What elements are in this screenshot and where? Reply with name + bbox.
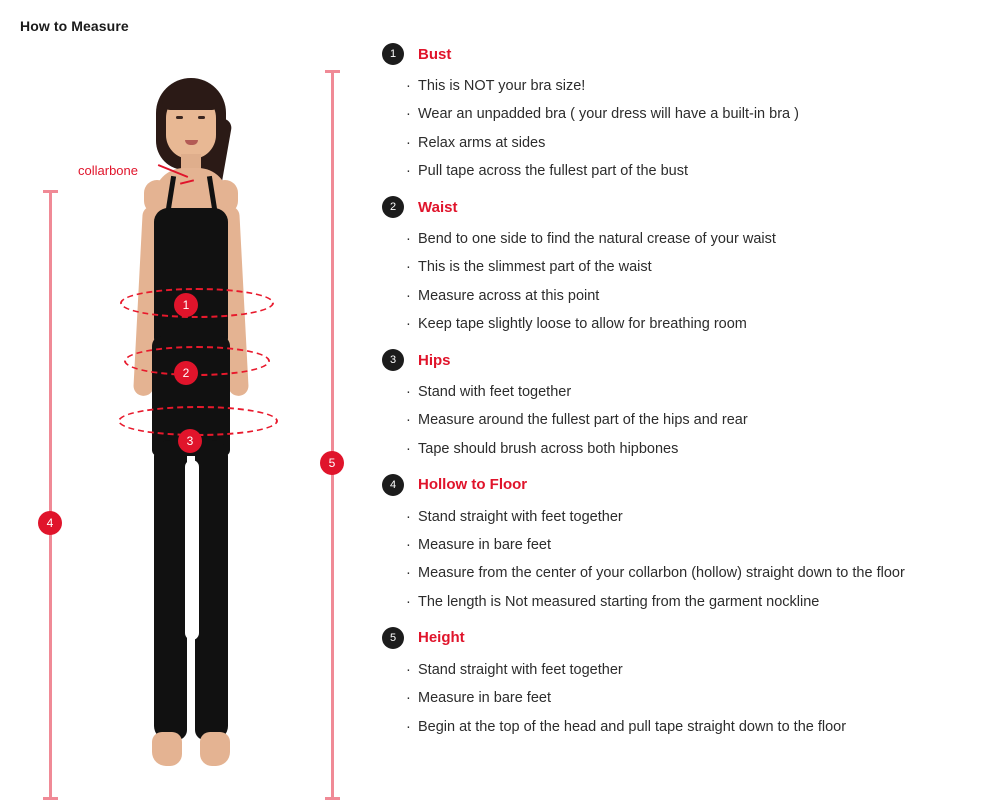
hollow-to-floor-marker: 4 — [38, 511, 62, 535]
list-item-text: Measure from the center of your collarbon (hollow) straight down to the floor — [418, 565, 905, 582]
list-item-text: Measure across at this point — [418, 287, 600, 304]
bullet-dot: · — [406, 78, 411, 94]
bullet-dot: · — [406, 440, 411, 457]
bullet-dot: · — [406, 231, 411, 248]
fringe-icon — [162, 84, 220, 110]
page-title: How to Measure — [20, 18, 129, 34]
list-item — [382, 310, 982, 338]
section-badge: 1 — [382, 43, 404, 65]
list-item-text: Wear an unpadded bra ( your dress will have a built-in bra ) — [418, 106, 799, 123]
section-title: Hips — [418, 351, 451, 369]
section-header — [382, 193, 982, 221]
section-badge: 4 — [382, 474, 404, 496]
bullet-dot: · — [406, 718, 411, 735]
list-item — [382, 72, 982, 100]
section-waist — [382, 193, 982, 338]
list-item — [382, 225, 982, 253]
list-item — [382, 588, 982, 616]
list-item — [382, 531, 982, 559]
height-ruler — [331, 70, 334, 800]
bullet-dot: · — [406, 593, 411, 610]
bust-marker: 1 — [174, 293, 198, 317]
bullet-dot: · — [406, 162, 411, 179]
list-item — [382, 282, 982, 310]
bullet-dot: · — [406, 565, 411, 582]
bullet-dot: · — [406, 690, 411, 707]
bullet-dot: · — [406, 259, 411, 276]
list-item-text: Begin at the top of the head and pull tape straight down to the floor — [418, 718, 847, 735]
section-hips — [382, 346, 982, 463]
list-item-text: Stand straight with feet together — [418, 661, 623, 678]
list-item — [382, 656, 982, 684]
list-item — [382, 100, 982, 128]
bullet-list — [382, 378, 982, 463]
section-bust — [382, 40, 982, 185]
leg-left-shape — [154, 440, 187, 740]
list-item-text: Pull tape across the fullest part of the bust — [418, 162, 689, 179]
section-badge: 3 — [382, 349, 404, 371]
list-item — [382, 378, 982, 406]
bullet-list — [382, 503, 982, 616]
list-item — [382, 129, 982, 157]
list-item — [382, 559, 982, 587]
list-item-text: The length is Not measured starting from the garment nockline — [418, 593, 820, 610]
list-item — [382, 406, 982, 434]
bullet-dot: · — [406, 384, 411, 401]
list-item — [382, 253, 982, 281]
leg-gap-shape — [185, 460, 199, 640]
section-badge: 2 — [382, 196, 404, 218]
list-item-text: Relax arms at sides — [418, 134, 546, 151]
section-title: Height — [418, 629, 465, 647]
list-item-text: Measure in bare feet — [418, 537, 551, 554]
eye-left-icon — [176, 116, 183, 119]
hollow-to-floor-ruler — [49, 190, 52, 800]
eye-right-icon — [198, 116, 205, 119]
section-title: Hollow to Floor — [418, 476, 528, 494]
foot-left-shape — [152, 732, 182, 766]
waist-marker: 2 — [174, 361, 198, 385]
bullet-dot: · — [406, 661, 411, 678]
bullet-dot: · — [406, 134, 411, 151]
list-item-text: Measure around the fullest part of the hips and rear — [418, 412, 748, 429]
bullet-dot: · — [406, 508, 411, 525]
hips-marker: 3 — [178, 429, 202, 453]
bullet-list — [382, 656, 982, 741]
section-header — [382, 624, 982, 652]
bullet-dot: · — [406, 537, 411, 554]
section-title: Bust — [418, 45, 452, 63]
section-height — [382, 624, 982, 741]
bullet-list — [382, 225, 982, 338]
list-item — [382, 435, 982, 463]
section-title: Waist — [418, 198, 458, 216]
list-item-text: Stand straight with feet together — [418, 508, 623, 525]
instructions-panel — [382, 40, 982, 749]
section-header — [382, 346, 982, 374]
bodysuit-top-shape — [154, 208, 228, 348]
bullet-dot: · — [406, 287, 411, 304]
list-item-text: This is NOT your bra size! — [418, 78, 586, 94]
foot-right-shape — [200, 732, 230, 766]
section-badge: 5 — [382, 627, 404, 649]
height-marker: 5 — [320, 451, 344, 475]
list-item — [382, 503, 982, 531]
list-item — [382, 713, 982, 741]
list-item-text: Measure in bare feet — [418, 690, 551, 707]
list-item-text: Tape should brush across both hipbones — [418, 440, 679, 457]
bullet-list — [382, 72, 982, 185]
section-header — [382, 471, 982, 499]
list-item-text: Keep tape slightly loose to allow for breathing room — [418, 315, 747, 332]
list-item-text: Bend to one side to find the natural crease of your waist — [418, 231, 776, 248]
collarbone-label: collarbone — [78, 163, 138, 178]
hollow-ruler-top-cap — [43, 190, 58, 193]
section-header — [382, 40, 982, 68]
height-ruler-top-cap — [325, 70, 340, 73]
section-hollow-to-floor — [382, 471, 982, 616]
bullet-dot: · — [406, 106, 411, 123]
list-item — [382, 684, 982, 712]
bullet-dot: · — [406, 412, 411, 429]
leg-right-shape — [195, 440, 228, 740]
list-item-text: Stand with feet together — [418, 384, 572, 401]
list-item-text: This is the slimmest part of the waist — [418, 259, 652, 276]
measurement-illustration — [0, 50, 370, 790]
bullet-dot: · — [406, 315, 411, 332]
list-item — [382, 157, 982, 185]
